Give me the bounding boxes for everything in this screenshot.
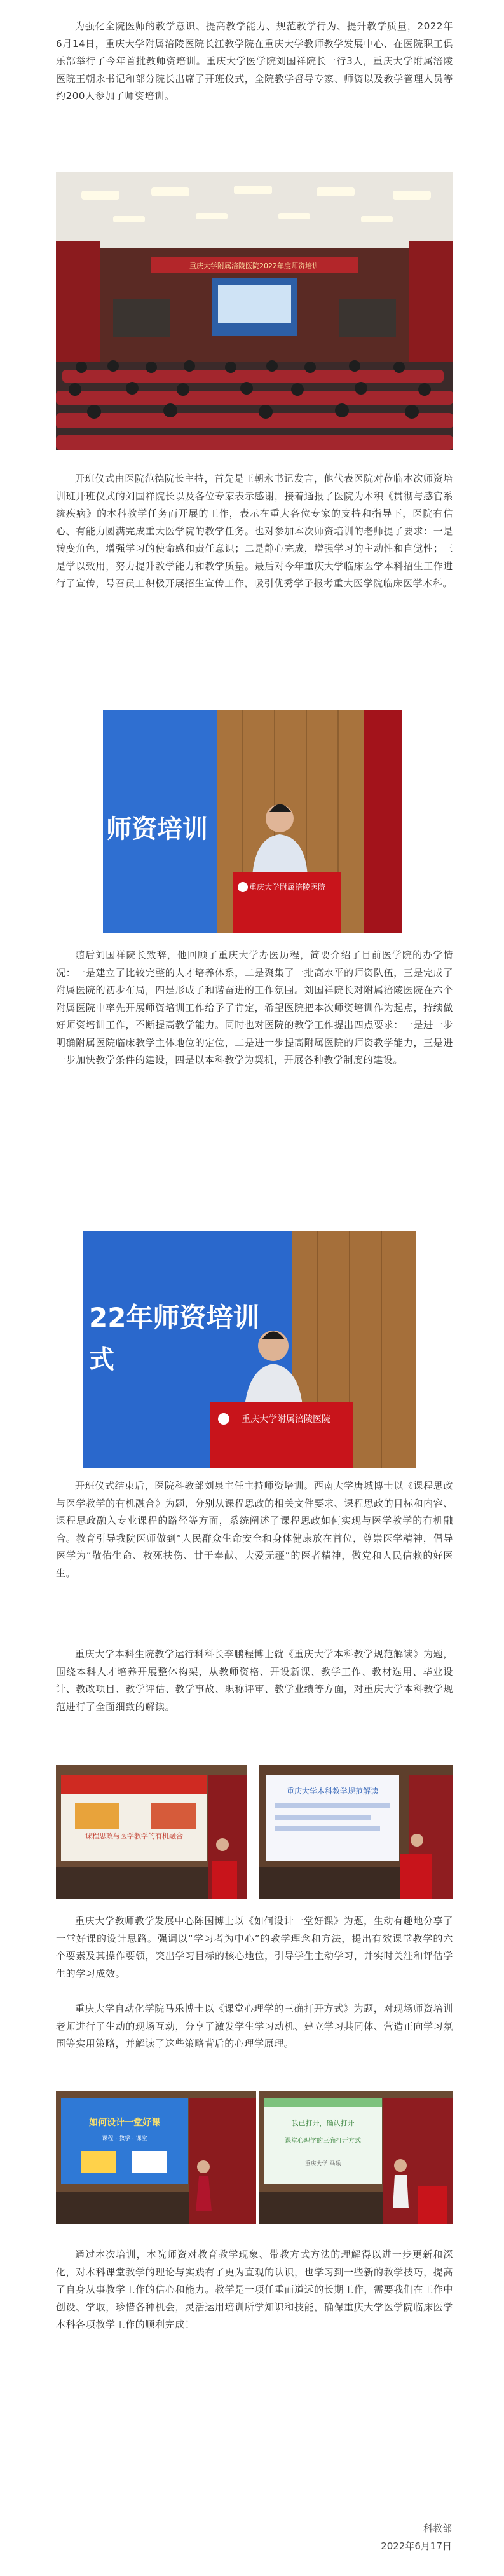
- photo-auditorium: [56, 172, 453, 450]
- slide-left-title: 课程思政与医学教学的有机融合: [85, 1832, 183, 1840]
- signature-date: 2022年6月17日: [381, 2540, 452, 2552]
- photo-slide-ideology: [56, 1765, 247, 1899]
- slide-psy-line1: 我已打开，确认打开: [291, 2119, 355, 2127]
- podium-school-name-2: 重庆大学附属涪陵医院: [242, 1414, 330, 1425]
- paragraph-conclusion: 通过本次培训，本院师资对教育教学现象、带教方式方法的理解得以进一步更新和深化，对本科课堂教学的理论与实践有了更为直观的认识，也学习到一些新的教学技巧，提高了自身从事教学工作的信心和能力。教学是一项任重而道远的长期工作，需要我们在工作中创设、学取，珍惜各种机会，灵活运用培训所学知识和技能，确保重庆大学医学院临床医学本科各项教学工作的顺利完成！: [56, 2249, 453, 2330]
- paragraph-tang-lecture: 开班仪式结束后，医院科教部刘泉主任主持师资培训。西南大学唐城博士以《课程思政与医学教学的有机融合》为题，分别从课程思政的相关文件要求、课程思政的目标和内容、课程思政融入专业课程的路径等方面，系统阐述了课程思政如何实现与医学教学的有机融合。教育引导我院医师做到“人民群众生命安全和身体健康放在首位，尊崇医学精神，倡导医学为“敬佑生命、救死扶伤、甘于奉献、大爱无疆”的医者精神，做党和人民信赖的好医生。: [56, 1480, 453, 1579]
- photo-slide-regulations: [259, 1765, 453, 1899]
- banner-text-right: 师资培训: [106, 815, 208, 844]
- photo-speaker-1: [103, 710, 402, 933]
- slide-psy-line2: 课堂心理学的三确打开方式: [285, 2138, 361, 2145]
- paragraph-opening-ceremony: 开班仪式由医院范德院长主持，首先是王朝永书记发言，他代表医院对莅临本次师资培训班开班仪式的刘国祥院长以及各位专家表示感谢，接着通报了医院为本积《贯彻与感官系统疾病》的本科教学任务而开展的工作，表示在重大各位专家的支持和指导下，医院有信心、有能力圆满完成重大医学院的教学任务。也对参加本次师资培训的老师提了要求：一是转变角色，增强学习的使命感和责任意识；二是静心完成，增强学习的主动性和自觉性；三是学以致用，努力提升教学能力和教学质量。最后对今年重庆大学临床医学本科招生工作进行了宣传，号召员工积极开展招生宣传工作，吸引优秀学子报考重大医学院临床医学本科。: [56, 473, 453, 589]
- slide-psy-sub: 重庆大学 马乐: [304, 2161, 341, 2167]
- photo-speaker-2: [83, 1231, 416, 1468]
- paragraph-ma-lecture: 重庆大学自动化学院马乐博士以《课堂心理学的三确打开方式》为题，对现场师资培训老师进行了生动的现场互动，分享了激发学生学习动机、建立学习共同体、营造正向学习氛围等实用策略，并解读了这些策略背后的心理学原理。: [56, 2003, 453, 2049]
- slide-right-title: 重庆大学本科教学规范解读: [286, 1787, 379, 1796]
- paragraph-liu-speech: 随后刘国祥院长致辞，他回顾了重庆大学办医历程，简要介绍了目前医学院的办学情况：一是建立了比较完整的人才培养体系，二是聚集了一批高水平的师资队伍，三是完成了附属医院的初步布局，四是形成了和谐奋进的工作氛围。刘国祥院长对附属涪陵医院在六个附属医院中率先开展师资培训工作给予了肯定，希望医院把本次师资培训作为起点，持续做好师资培训工作，不断提高教学能力。同时也对医院的教学工作提出四点要求：一是进一步明确附属医院临床教学主体地位的定位，二是进一步提高附属医院的师资教学能力，三是进一步加快教学条件的建设，四是以本科教学为契机，开展各种教学制度的建设。: [56, 949, 453, 1066]
- banner-year-sub: 式: [89, 1345, 114, 1374]
- auditorium-banner-text: 重庆大学附属涪陵医院2022年度师资培训: [189, 262, 319, 270]
- photo-slide-good-class: [56, 2091, 256, 2224]
- slide-design-sub: 课程 · 教学 · 课堂: [102, 2136, 147, 2142]
- paragraph-intro: 为强化全院医师的教学意识、提高教学能力、规范教学行为、提升教学质量，2022年6月14日，重庆大学附属涪陵医院长江教学院在重庆大学教师教学发展中心、在医院职工俱乐部举行了今年首批教师资培训。重庆大学医学院刘国祥院长一行3人，重庆大学附属涪陵医院王朝永书记和部分院长出席了开班仪式，全院教学督导专家、师资以及教学管理人员等约200人参加了师资培训。: [56, 20, 453, 102]
- banner-year-text: 22年师资培训: [89, 1302, 260, 1333]
- podium-school-name-1: 重庆大学附属涪陵医院: [249, 883, 326, 891]
- signature-dept: 科教部: [423, 2523, 452, 2534]
- photo-slide-psychology: [259, 2091, 453, 2224]
- slide-design-title: 如何设计一堂好课: [89, 2118, 160, 2128]
- paragraph-chen-lecture: 重庆大学教师教学发展中心陈国博士以《如何设计一堂好课》为题，生动有趣地分享了一堂好课的设计思路。强调以“学习者为中心”的教学理念和方法，提出有效课堂教学的六个要素及其操作要领，突出学习目标的核心地位，引导学生主动学习，并实时关注和评估学生的学习成效。: [56, 1915, 453, 1979]
- paragraph-li-lecture: 重庆大学本科生院教学运行科科长李鹏程博士就《重庆大学本科教学规范解读》为题，围绕本科人才培养开展整体构架，从教师资格、开设新课、教学工作、教材选用、毕业设计、教改项目、教学评估、教学事故、职称评审、教学业绩等方面，对重庆大学本科教学规范进行了全面细致的解读。: [56, 1648, 453, 1712]
